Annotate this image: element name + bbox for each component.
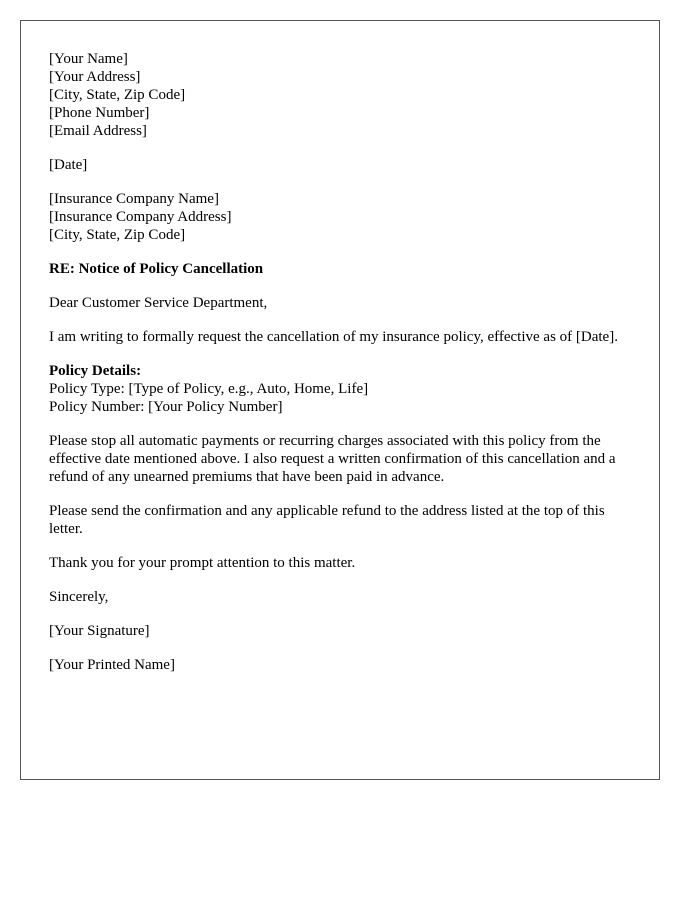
policy-details-block (49, 362, 631, 416)
sender-email: [Email Address] (49, 123, 147, 139)
recipient-company-address: [Insurance Company Address] (49, 209, 232, 225)
date-block (49, 156, 631, 174)
sender-city-state-zip: [City, State, Zip Code] (49, 87, 186, 103)
recipient-company-name: [Insurance Company Name] (49, 191, 219, 207)
subject-line: RE: Notice of Policy Cancellation (49, 261, 264, 277)
letter-page (20, 20, 660, 780)
policy-details-heading: Policy Details: (49, 363, 142, 379)
recipient-city-state-zip: [City, State, Zip Code] (49, 227, 186, 243)
signature-placeholder: [Your Signature] (49, 623, 150, 639)
body-paragraph-thanks: Thank you for your prompt attention to this matter. (49, 555, 356, 571)
closing: Sincerely, (49, 589, 109, 605)
body-paragraph-request: I am writing to formally request the cancellation of my insurance policy, effective as of [Date]. (49, 329, 618, 345)
policy-number-line: Policy Number: [Your Policy Number] (49, 399, 283, 415)
sender-block (49, 50, 631, 140)
sender-phone: [Phone Number] (49, 105, 150, 121)
policy-type-line: Policy Type: [Type of Policy, e.g., Auto, Home, Life] (49, 381, 369, 397)
letter-date: [Date] (49, 157, 88, 173)
body-paragraph-payments: Please stop all automatic payments or recurring charges associated with this policy from the effective date mentioned above. I also request a written confirmation of this cancellation and a refund of any unearned premiums that have been paid in advance. (49, 433, 616, 485)
salutation: Dear Customer Service Department, (49, 295, 268, 311)
sender-address: [Your Address] (49, 69, 141, 85)
recipient-block (49, 190, 631, 244)
body-paragraph-refund: Please send the confirmation and any applicable refund to the address listed at the top of this letter. (49, 503, 605, 537)
printed-name-placeholder: [Your Printed Name] (49, 657, 175, 673)
sender-name: [Your Name] (49, 51, 128, 67)
